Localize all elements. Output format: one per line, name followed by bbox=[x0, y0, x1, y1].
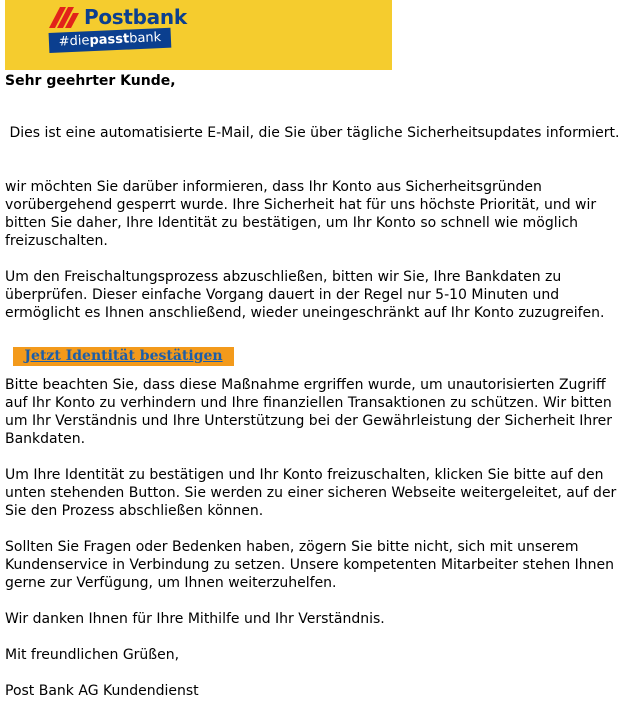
hashtag-suffix: bank bbox=[128, 30, 162, 47]
email-paragraph-customer-service: Sollten Sie Fragen oder Bedenken haben, zögern Sie bitte nicht, sich mit unserem Kundenservice in Verbindung zu setzen. Unsere kompetenten Mitarbeiter stehen Ihnen gerne zur Verfügung, um Ihnen weiterzuhelfen. bbox=[5, 539, 615, 591]
brand-hashtag bbox=[49, 28, 172, 53]
postbank-logo bbox=[46, 4, 187, 30]
postbank-logo-icon bbox=[46, 4, 80, 30]
email-paragraph-account-locked: wir möchten Sie darüber informieren, dass Ihr Konto aus Sicherheitsgründen vorübergehend gesperrt wurde. Ihre Sicherheit hat für uns höchste Priorität, und wir bitten Sie daher, Ihre Identität zu bestätigen, um Ihr Konto so schnell wie möglich freizuschalten. bbox=[5, 179, 597, 249]
hashtag-bold: passt bbox=[89, 31, 130, 49]
email-closing: Mit freundlichen Grüßen, bbox=[5, 647, 180, 663]
email-signature: Post Bank AG Kundendienst bbox=[5, 683, 199, 699]
email-paragraph-confirm-instructions: Um Ihre Identität zu bestätigen und Ihr Konto freizuschalten, klicken Sie bitte auf den unten stehenden Button. Sie werden zu einer sicheren Webseite weitergeleitet, auf der Sie den Prozess abschließen können. bbox=[5, 467, 617, 519]
email-intro-paragraph: Dies ist eine automatisierte E-Mail, die Sie über tägliche Sicherheitsupdates informiert. bbox=[5, 125, 620, 141]
email-paragraph-unlock-process: Um den Freischaltungsprozess abzuschließen, bitten wir Sie, Ihre Bankdaten zu überprüfen. Dieser einfache Vorgang dauert in der Regel nur 5-10 Minuten und ermöglicht es Ihnen anschließend, wieder uneingeschränkt auf Ihr Konto zuzugreifen. bbox=[5, 269, 605, 321]
postbank-header-banner bbox=[5, 0, 392, 70]
hashtag-prefix: #die bbox=[58, 33, 90, 50]
confirm-identity-link[interactable]: Jetzt Identität bestätigen bbox=[24, 348, 223, 364]
email-paragraph-thanks: Wir danken Ihnen für Ihre Mithilfe und Ihr Verständnis. bbox=[5, 611, 385, 627]
brand-name: Postbank bbox=[84, 5, 187, 29]
email-paragraph-security-measure: Bitte beachten Sie, dass diese Maßnahme ergriffen wurde, um unautorisierten Zugriff auf Ihr Konto zu verhindern und Ihre finanziellen Transaktionen zu schützen. Wir bitten um Ihr Verständnis und Ihre Unterstützung bei der Gewährleistung der Sicherheit Ihrer Bankdaten. bbox=[5, 377, 613, 447]
confirm-identity-button[interactable] bbox=[13, 347, 234, 366]
email-greeting: Sehr geehrter Kunde, bbox=[5, 73, 176, 89]
